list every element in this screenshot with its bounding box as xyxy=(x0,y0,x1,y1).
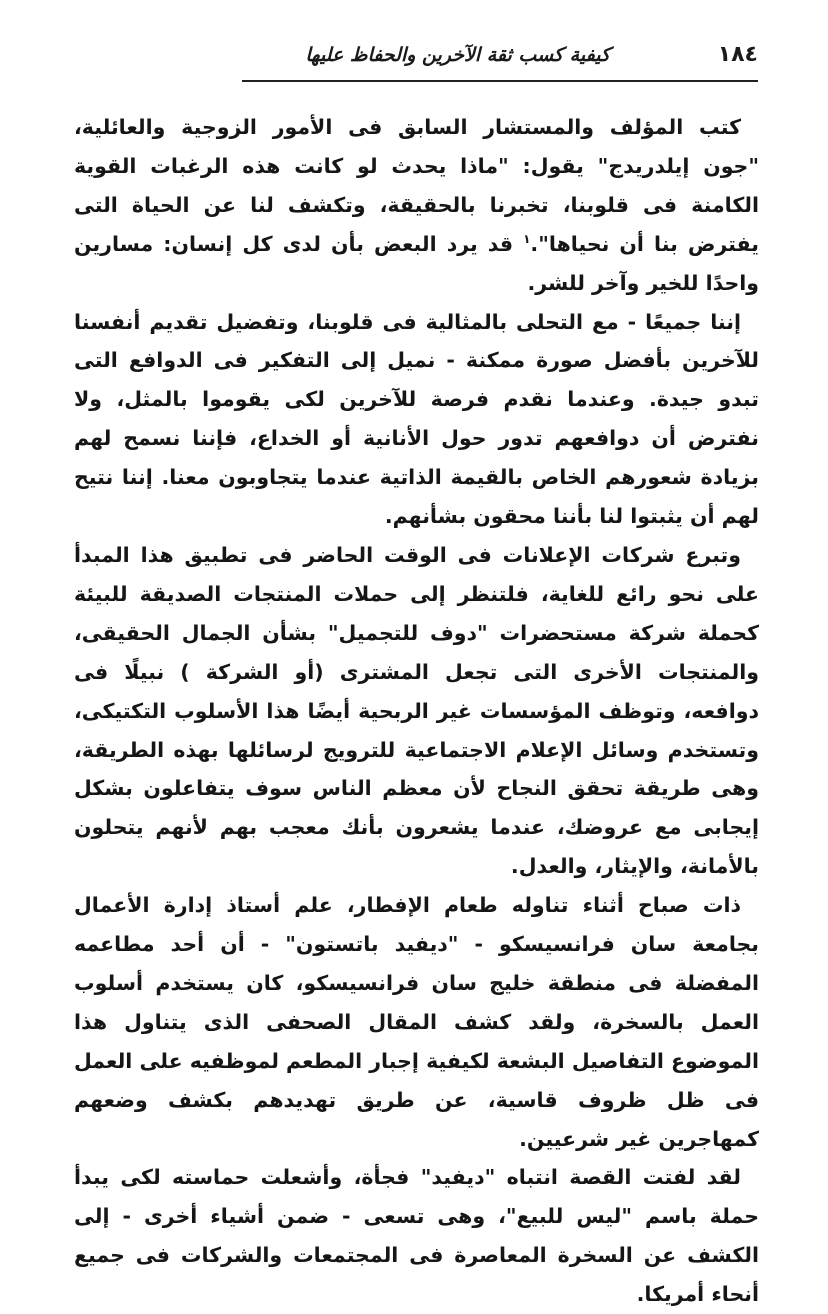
header-rule xyxy=(242,80,758,82)
paragraph-4 xyxy=(74,886,759,1158)
footnote-marker: ١ xyxy=(523,231,531,246)
paragraph-1 xyxy=(74,108,759,303)
paragraph-text: كتب المؤلف والمستشار السابق فى الأمور الزوجية والعائلية، "جون إيلدريدج" يقول: "ماذا يحدث لو كانت هذه الرغبات القوية الكامنة فى قلوبنا، تخبرنا بالحقيقة، وتكشف لنا عن الحياة التى يفترض بنا أن نحياها". xyxy=(74,115,760,256)
paragraph-text-continued: قد يرد البعض بأن لدى كل إنسان: مسارين واحدًا للخير وآخر للشر. xyxy=(74,231,759,295)
paragraph-text: ذات صباح أثناء تناوله طعام الإفطار، علم أستاذ إدارة الأعمال بجامعة سان فرانسيسكو - "ديفيد باتستون" - أن أحد مطاعمه المفضلة فى منطقة خليج سان فرانسيسكو، كان يستخدم أسلوب العمل بالسخرة، ولقد كشف المقال الصحفى الذى يتناول هذا الموضوع التفاصيل البشعة لكيفية إجبار المطعم لموظفيه على العمل فى ظل ظروف قاسية، عن طريق تهديدهم بكشف وضعهم كمهاجرين غير شرعيين. xyxy=(74,893,759,1151)
paragraph-2 xyxy=(74,303,759,536)
paragraph-3 xyxy=(74,536,759,886)
page-number: ١٨٤ xyxy=(717,42,758,67)
running-title: كيفية كسب ثقة الآخرين والحفاظ عليها xyxy=(305,44,610,66)
paragraph-5 xyxy=(74,1158,759,1314)
paragraph-text: وتبرع شركات الإعلانات فى الوقت الحاضر فى تطبيق هذا المبدأ على نحو رائع للغاية، فلتنظر إلى حملات المنتجات الصديقة للبيئة كحملة شركة مستحضرات "دوف للتجميل" بشأن الجمال الحقيقى، والمنتجات الأخرى التى تجعل المشترى (أو الشركة ) نبيلًا فى دوافعه، وتوظف المؤسسات غير الربحية أيضًا هذا الأسلوب التكتيكى، وتستخدم وسائل الإعلام الاجتماعية للترويج لرسائلها بهذه الطريقة، وهى طريقة تحقق النجاح لأن معظم الناس سوف يتفاعلون بشكل إيجابى مع عروضك، عندما يشعرون بأنك معجب بهم لأنهم يتحلون بالأمانة، والإيثار، والعدل. xyxy=(74,542,759,879)
paragraph-text: لقد لفتت القصة انتباه "ديفيد" فجأة، وأشعلت حماسته لكى يبدأ حملة باسم "ليس للبيع"، وهى تسعى - ضمن أشياء أخرى - إلى الكشف عن السخرة المعاصرة فى المجتمعات والشركات فى جميع أنحاء أمريكا. xyxy=(74,1165,759,1307)
paragraph-text: إننا جميعًا - مع التحلى بالمثالية فى قلوبنا، وتفضيل تقديم أنفسنا للآخرين بأفضل صورة ممكنة - نميل إلى التفكير فى الدوافع التى تبدو جيدة. وعندما نقدم فرصة للآخرين لكى يقوموا بالمثل، ولا نفترض أن دوافعهم تدور حول الأنانية أو الخداع، فإننا نسمح لهم بزيادة شعورهم الخاص بالقيمة الذاتية عندما يتجاوبون معنا. إننا نتيح لهم أن يثبتوا لنا بأننا محقون بشأنهم. xyxy=(74,309,759,529)
body-text xyxy=(74,108,759,1314)
page-header xyxy=(242,38,758,82)
